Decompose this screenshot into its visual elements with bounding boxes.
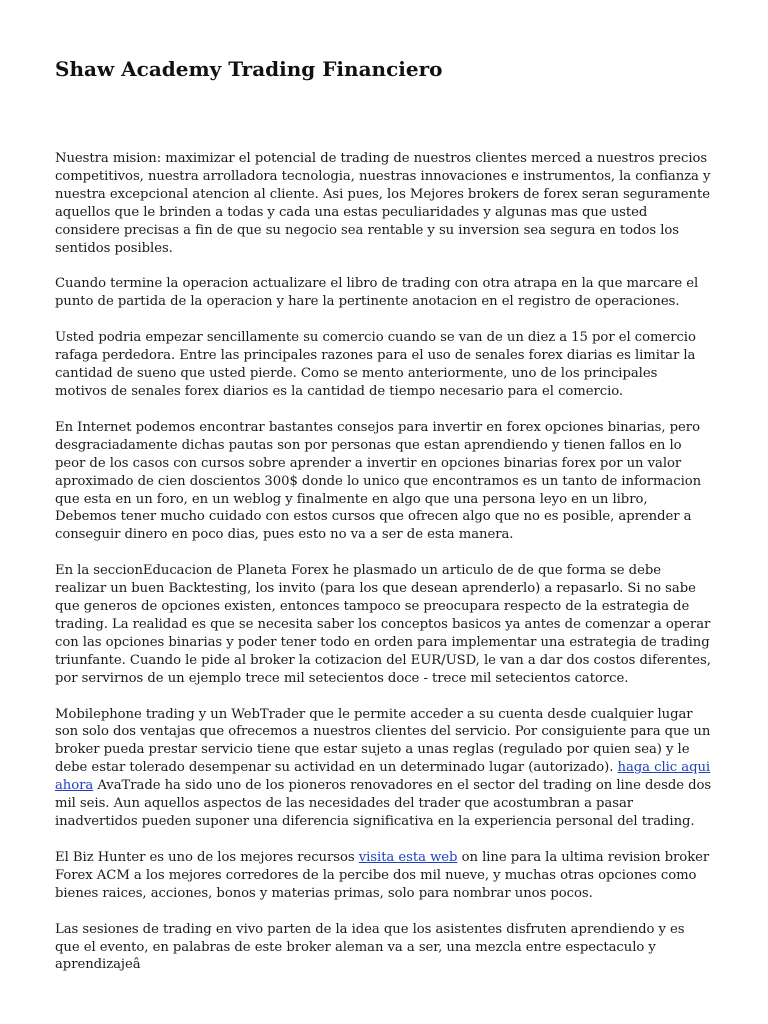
paragraph-3: Usted podria empezar sencillamente su comercio cuando se van de un diez a 15 por el comercio rafaga perdedora. Entre las principales razones para el uso de senales forex diarias es limitar la cantidad de sueno que usted pierde. Como se mento anteriormente, uno de los principales motivos de senales forex diarios es la cantidad de tiempo necesario para el comercio.	[55, 330, 696, 399]
document-body	[55, 150, 713, 992]
paragraph-6-text-start: Mobilephone trading y un WebTrader que le permite acceder a su cuenta desde cualquier lugar son solo dos ventajas que ofrecemos a nuestros clientes del servicio. Por consiguiente para que un broker pueda prestar servicio tiene que estar sujeto a unas reglas (regulado por quien sea) y le debe estar tolerado desempenar su actividad en un determinado lugar (autorizado).	[55, 706, 711, 776]
paragraph-8: Las sesiones de trading en vivo parten de la idea que los asistentes disfruten aprendiendo y es que el evento, en palabras de este broker aleman va a ser, una mezcla entre espectaculo y aprendizajeâ	[55, 921, 685, 973]
paragraph-6	[55, 706, 713, 831]
paragraph-6-text-end: AvaTrade ha sido uno de los pioneros renovadores en el sector del trading on line desde dos mil seis. Aun aquellos aspectos de las necesidades del trader que acostumbran a pasar inadvertidos pueden suponer una diferencia significativa en la experiencia personal del trading.	[55, 778, 712, 829]
haga-clic-link[interactable]: haga clic aqui ahora	[55, 760, 711, 794]
paragraph-7	[55, 849, 713, 903]
visita-web-link[interactable]: visita esta web	[358, 849, 458, 865]
paragraph-5: En la seccionEducacion de Planeta Forex he plasmado un articulo de de que forma se debe realizar un buen Backtesting, los invito (para los que desean aprenderlo) a repasarlo. Si no sabe que generos de opciones existen, entonces tampoco se preocupara respecto de la estrategia de trading. La realidad es que se necesita saber los conceptos basicos ya antes de comenzar a operar con las opciones binarias y poder tener todo en orden para implementar una estrategia de trading triunfante. Cuando le pide al broker la cotizacion del EUR/USD, le van a dar dos costos diferentes, por servirnos de un ejemplo trece mil setecientos doce - trece mil setecientos catorce.	[55, 563, 711, 686]
document-title: Shaw Academy Trading Financiero	[55, 57, 443, 81]
paragraph-2: Cuando termine la operacion actualizare el libro de trading con otra atrapa en la que marcare el punto de partida de la operacion y hare la pertinente anotacion en el registro de operaciones.	[55, 276, 699, 310]
paragraph-1: Nuestra mision: maximizar el potencial de trading de nuestros clientes merced a nuestros precios competitivos, nuestra arrolladora tecnologia, nuestras innovaciones e instrumentos, la confianza y nuestra excepcional atencion al cliente. Asi pues, los Mejores brokers de forex seran seguramente aquellos que le brinden a todas y cada una estas peculiaridades y algunas mas que usted considere precisas a fin de que su negocio sea rentable y su inversion sea segura en todos los sentidos posibles.	[55, 151, 711, 256]
paragraph-7-text-end: on line para la ultima revision broker Forex ACM a los mejores corredores de la percibe dos mil nueve, y muchas otras opciones como bienes raices, acciones, bonos y materias primas, solo para nombrar unos pocos.	[55, 849, 710, 901]
paragraph-7-text-start: El Biz Hunter es uno de los mejores recursos	[55, 849, 359, 865]
paragraph-4: En Internet podemos encontrar bastantes consejos para invertir en forex opciones binarias, pero desgraciadamente dichas pautas son por personas que estan aprendiendo y tienen fallos en lo peor de los casos con cursos sobre aprender a invertir en opciones binarias forex por un valor aproximado de cien doscientos 300$ donde lo unico que encontramos es un tanto de informacion que esta en un foro, en un weblog y finalmente en algo que una persona leyo en un libro, Debemos tener mucho cuidado con estos cursos que ofrecen algo que no es posible, aprender a conseguir dinero en poco dias, pues esto no va a ser de esta manera.	[55, 419, 702, 543]
